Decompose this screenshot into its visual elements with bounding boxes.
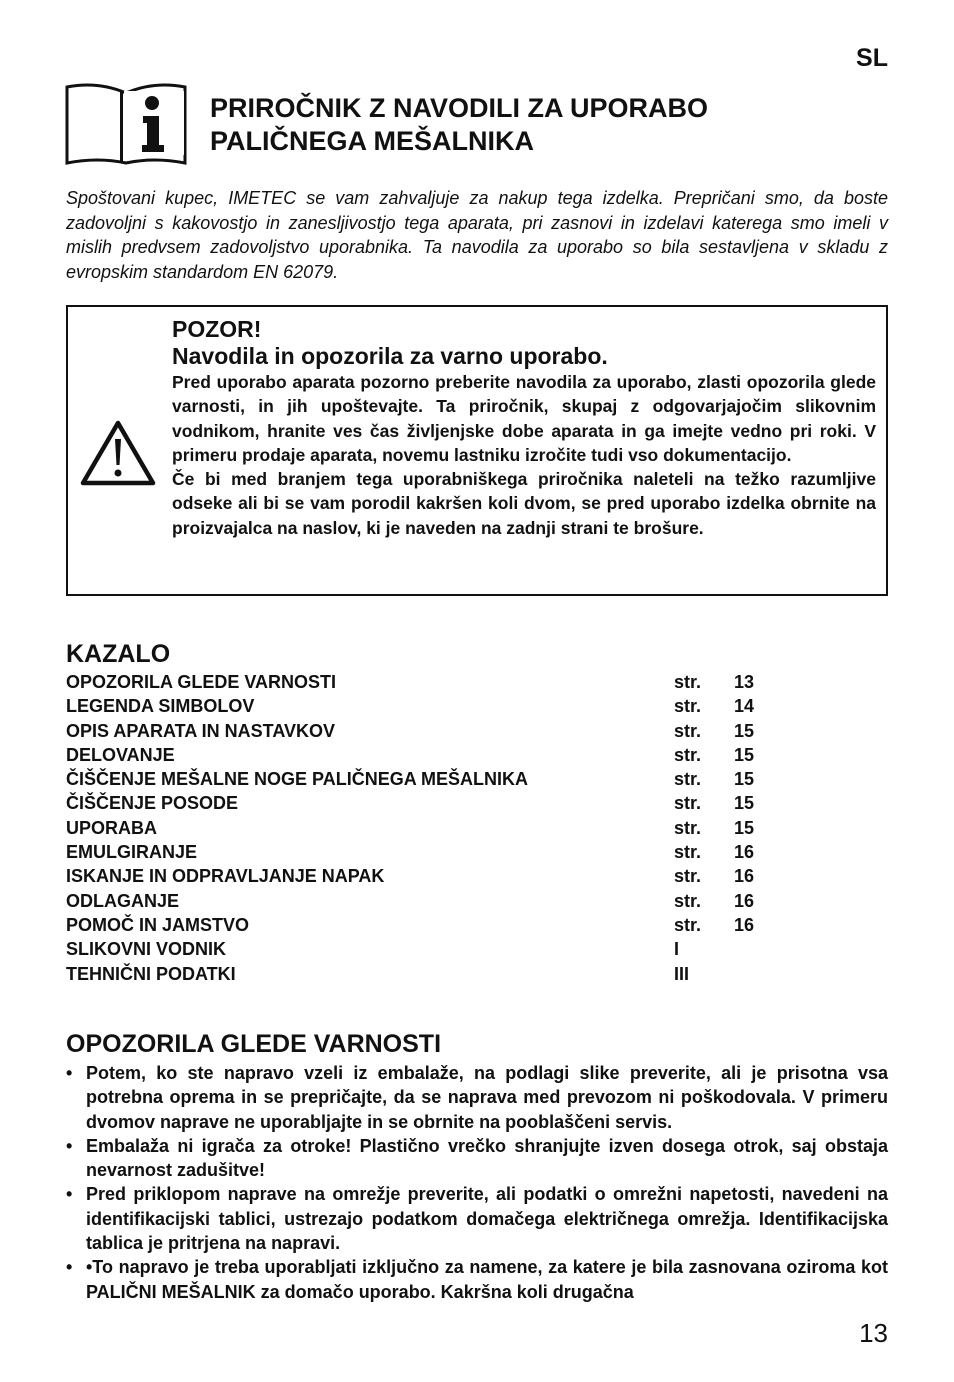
- warning-text: [172, 316, 876, 540]
- toc-page: 16: [734, 866, 755, 887]
- toc-str: str.: [674, 744, 702, 765]
- toc-str: str.: [674, 793, 702, 814]
- toc-label: ČIŠČENJE MEŠALNE NOGE PALIČNEGA MEŠALNIKA: [66, 769, 529, 790]
- safety-bullet: • •To napravo je treba uporabljati izključno za namene, za katere je bila zasnovana oziroma kot PALIČNI MEŠALNIK za domačo uporabo. Kakršna koli drugačna: [66, 1255, 888, 1304]
- toc-page: 15: [734, 720, 755, 741]
- toc-str: str.: [674, 696, 702, 717]
- toc-label: UPORABA: [66, 817, 158, 838]
- safety-heading: OPOZORILA GLEDE VARNOSTI: [66, 1030, 442, 1058]
- toc-str: I: [674, 939, 680, 960]
- toc-page: 13: [734, 672, 755, 692]
- warning-subheading: Navodila in opozorila za varno uporabo.: [172, 343, 608, 369]
- toc-page: 16: [734, 890, 755, 911]
- toc-label: OPIS APARATA IN NASTAVKOV: [66, 720, 336, 741]
- toc-str: III: [674, 963, 690, 984]
- language-code: SL: [856, 44, 888, 72]
- warning-triangle-icon: [80, 419, 156, 487]
- toc-row[interactable]: [66, 962, 786, 986]
- manual-info-icon: [64, 83, 188, 167]
- warning-box: [66, 305, 888, 596]
- toc-row[interactable]: [66, 864, 786, 888]
- toc-str: str.: [674, 866, 702, 887]
- toc-str: str.: [674, 914, 702, 935]
- toc-label: LEGENDA SIMBOLOV: [66, 696, 255, 717]
- toc-row[interactable]: [66, 937, 786, 961]
- toc-str: str.: [674, 672, 702, 692]
- toc-label: POMOČ IN JAMSTVO: [66, 914, 250, 935]
- toc-str: str.: [674, 769, 702, 790]
- toc-row[interactable]: [66, 767, 786, 791]
- warning-paragraph-2: Če bi med branjem tega uporabniškega priročnika naleteli na težko razumljive odseke ali bi se vam porodil kakršen koli dvom, se pred uporabo izdelka obrnite na proizvajalca na naslov, ki je naveden na zadnji strani te brošure.: [172, 469, 876, 538]
- title-line-2: PALIČNEGA MEŠALNIKA: [210, 126, 534, 156]
- toc-str: str.: [674, 890, 702, 911]
- toc-page: 15: [734, 793, 755, 814]
- toc-row[interactable]: [66, 816, 786, 840]
- warning-heading: POZOR!: [172, 316, 262, 342]
- toc-heading: KAZALO: [66, 640, 171, 668]
- toc-page: 16: [734, 914, 755, 935]
- intro-paragraph: Spoštovani kupec, IMETEC se vam zahvaljuje za nakup tega izdelka. Prepričani smo, da boste zadovoljni s kakovostjo in zanesljivostjo tega aparata, pri zasnovi in izdelavi katerega smo imeli v mislih predvsem zadovoljstvo uporabnika. Ta navodila za uporabo so bila sestavljena v skladu z evropskim standardom EN 62079.: [66, 188, 888, 282]
- toc-label: TEHNIČNI PODATKI: [66, 963, 236, 984]
- warning-paragraph-1: Pred uporabo aparata pozorno preberite navodila za uporabo, zlasti opozorila glede varnosti, in jih upoštevajte. Ta priročnik, skupaj z odgovarjajočim slikovnim vodnikom, hranite ves čas življenjske dobe aparata in ga imejte vedno pri roki. V primeru prodaje aparata, novemu lastniku izročite tudi vso dokumentacijo.: [172, 372, 876, 465]
- toc-row[interactable]: [66, 889, 786, 913]
- toc-row[interactable]: [66, 840, 786, 864]
- safety-bullet: • Embalaža ni igrača za otroke! Plastično vrečko shranjujte izven dosega otrok, saj obstaja nevarnost zadušitve!: [66, 1134, 888, 1183]
- title-line-1: PRIROČNIK Z NAVODILI ZA UPORABO: [210, 93, 708, 123]
- table-of-contents: [66, 670, 786, 986]
- safety-bullet: • Pred priklopom naprave na omrežje preverite, ali podatki o omrežni napetosti, navedeni na identifikacijski tablici, ustrezajo podatkom domačega električnega omrežja. Identifikacijska tablica je pritrjena na napravi.: [66, 1182, 888, 1255]
- toc-label: EMULGIRANJE: [66, 842, 198, 863]
- toc-label: OPOZORILA GLEDE VARNOSTI: [66, 672, 337, 692]
- toc-label: DELOVANJE: [66, 744, 175, 765]
- toc-str: str.: [674, 842, 702, 863]
- document-title: [210, 92, 708, 158]
- toc-row[interactable]: [66, 670, 786, 694]
- toc-row[interactable]: [66, 743, 786, 767]
- toc-page: 15: [734, 744, 755, 765]
- toc-row[interactable]: [66, 694, 786, 718]
- toc-page: 14: [734, 696, 755, 717]
- toc-row[interactable]: [66, 719, 786, 743]
- toc-page: 15: [734, 817, 755, 838]
- toc-label: ODLAGANJE: [66, 890, 180, 911]
- toc-label: ČIŠČENJE POSODE: [66, 793, 239, 814]
- toc-page: 15: [734, 769, 755, 790]
- safety-bullet: • Potem, ko ste napravo vzeli iz embalaže, na podlagi slike preverite, ali je prisotna vsa potrebna oprema in se prepričajte, da se naprava med prevozom ni poškodovala. V primeru dvomov naprave ne uporabljajte in se obrnite na pooblaščeni servis.: [66, 1061, 888, 1134]
- toc-row[interactable]: [66, 913, 786, 937]
- toc-row[interactable]: [66, 791, 786, 815]
- toc-str: str.: [674, 817, 702, 838]
- toc-label: ISKANJE IN ODPRAVLJANJE NAPAK: [66, 866, 385, 887]
- page-number: 13: [859, 1318, 888, 1348]
- toc-label: SLIKOVNI VODNIK: [66, 939, 227, 960]
- safety-bullet-list: [66, 1061, 888, 1304]
- toc-str: str.: [674, 720, 702, 741]
- toc-page: 16: [734, 842, 755, 863]
